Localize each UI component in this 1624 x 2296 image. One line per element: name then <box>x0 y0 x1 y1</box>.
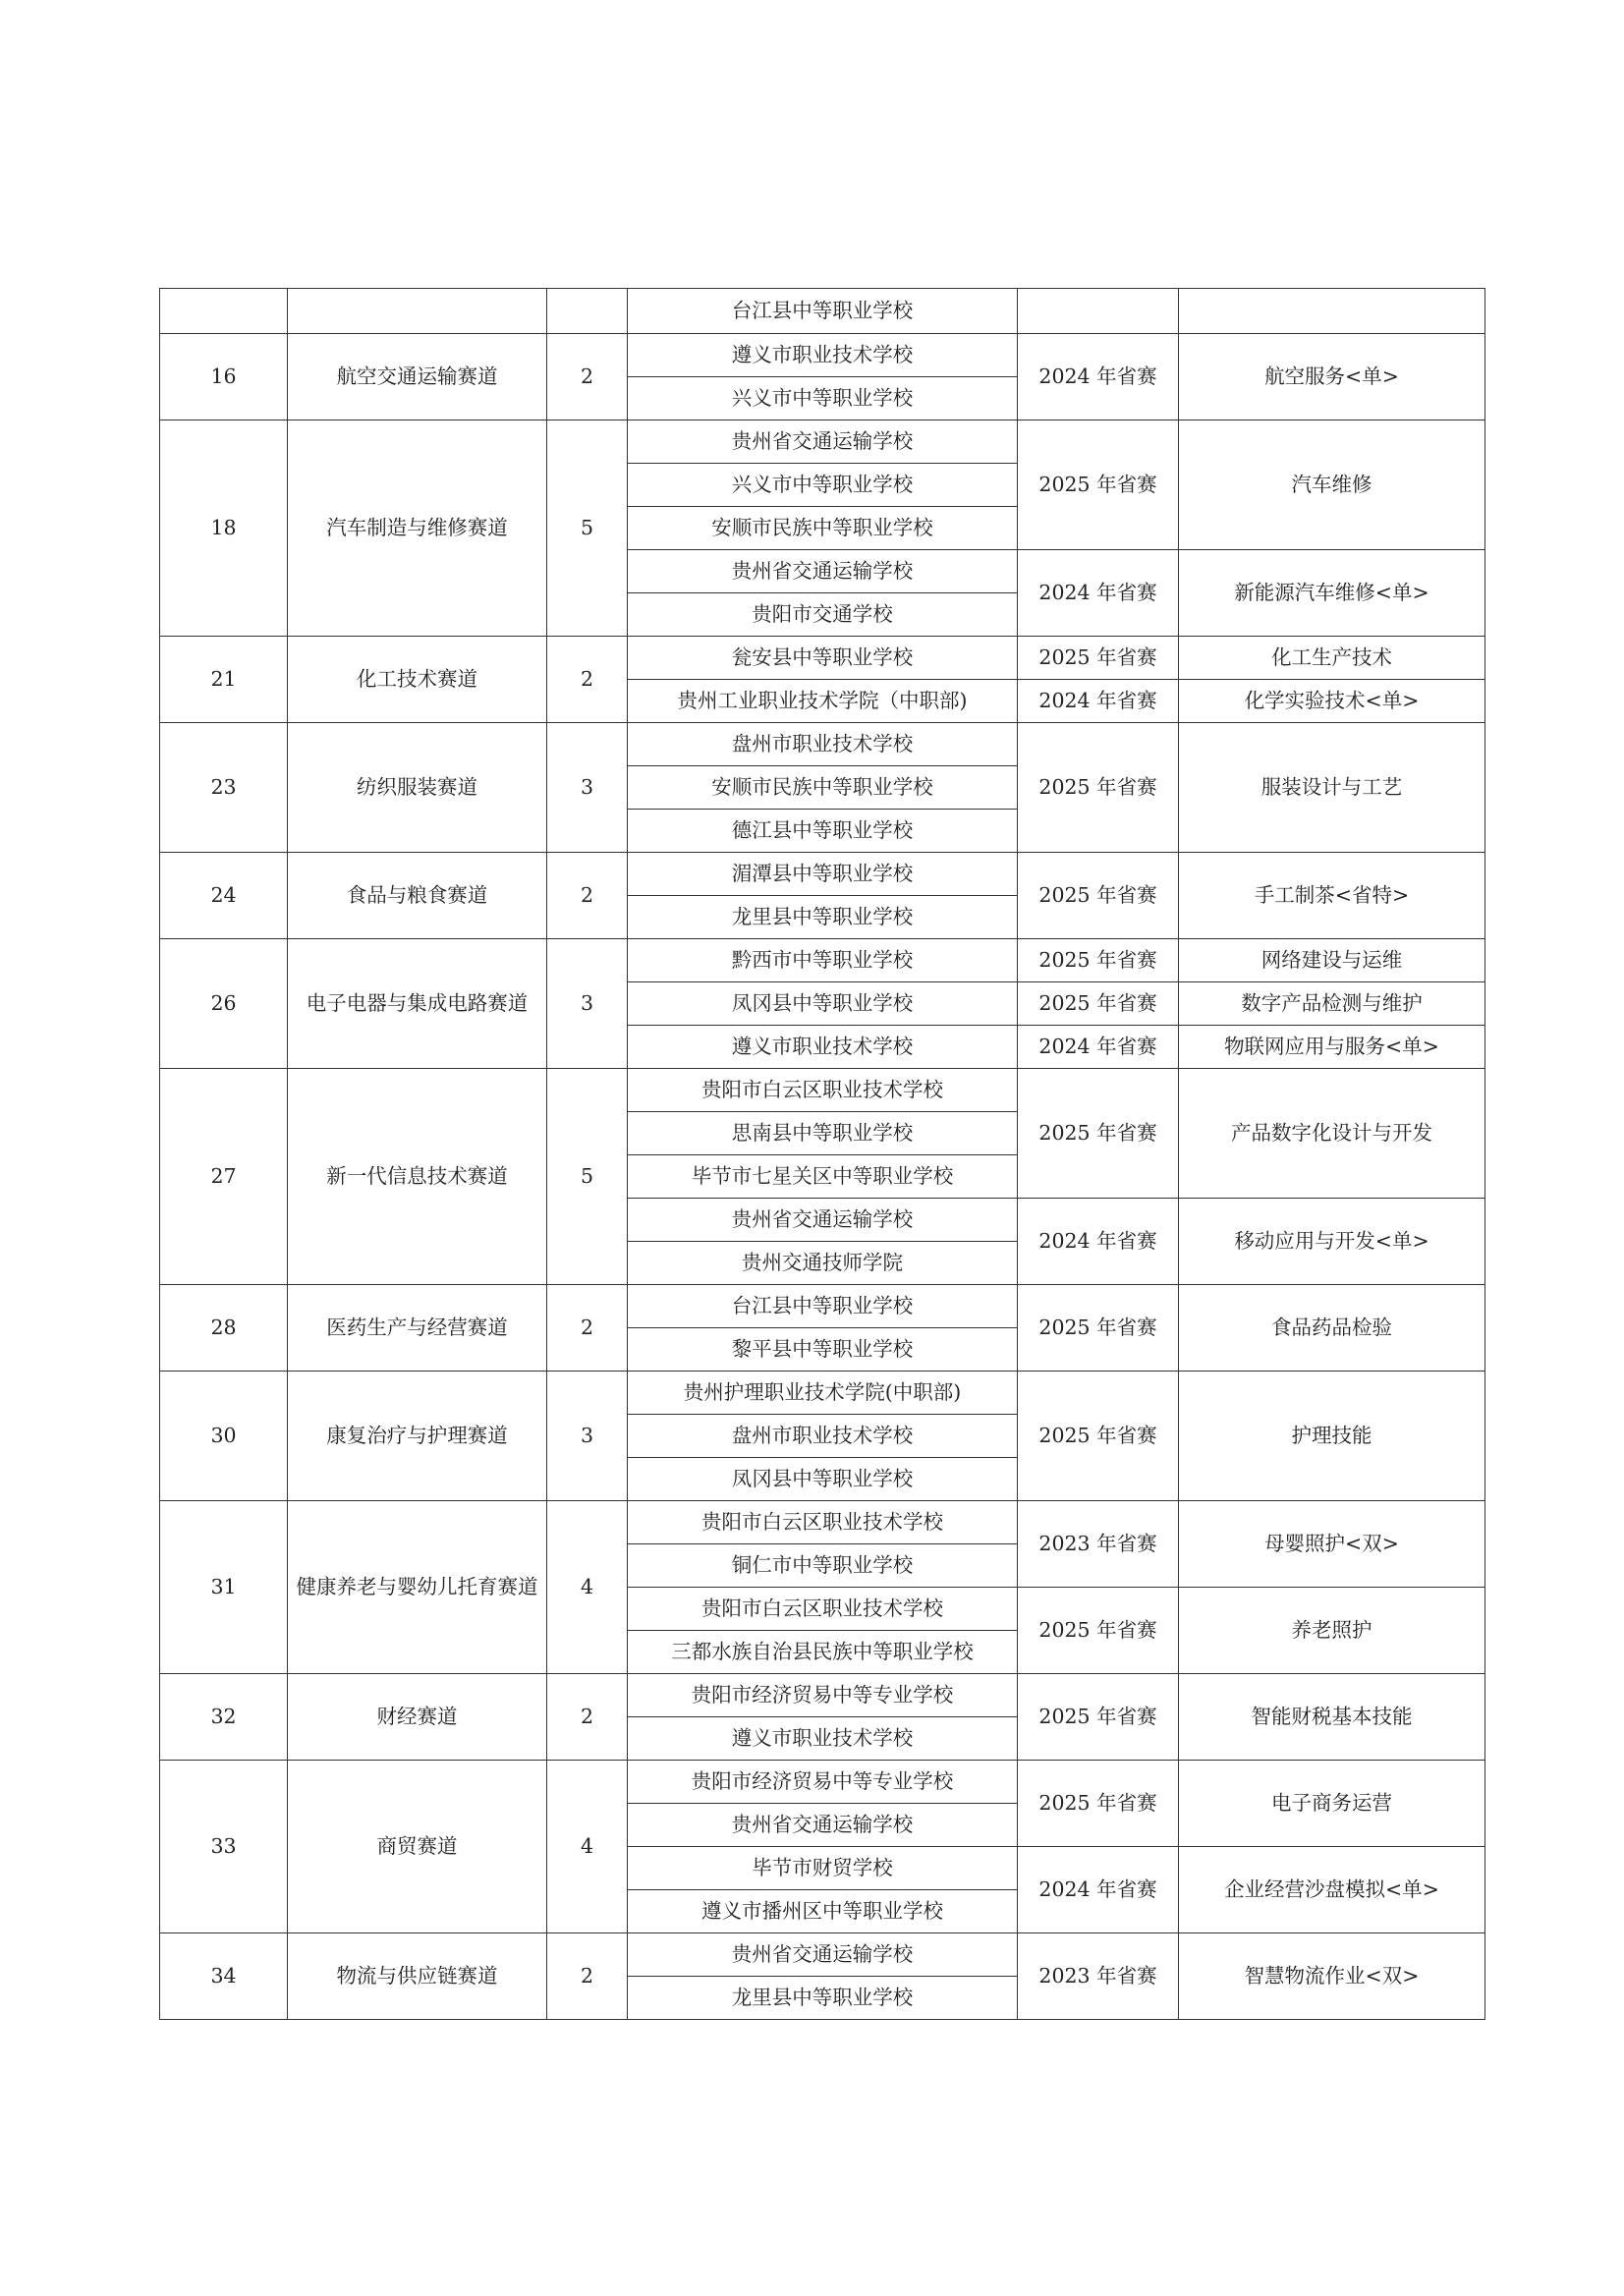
cell-event: 护理技能 <box>1179 1372 1485 1501</box>
cell-no <box>160 289 288 334</box>
cell-school: 贵阳市白云区职业技术学校 <box>628 1501 1018 1544</box>
cell-year: 2025 年省赛 <box>1018 420 1179 550</box>
cell-no: 27 <box>160 1069 288 1285</box>
cell-no: 34 <box>160 1933 288 2020</box>
cell-school: 思南县中等职业学校 <box>628 1112 1018 1155</box>
cell-track <box>288 289 547 334</box>
cell-event: 产品数字化设计与开发 <box>1179 1069 1485 1199</box>
cell-school: 遵义市职业技术学校 <box>628 1717 1018 1761</box>
cell-school: 遵义市职业技术学校 <box>628 334 1018 377</box>
cell-school: 德江县中等职业学校 <box>628 810 1018 853</box>
cell-count: 2 <box>547 1933 628 2020</box>
cell-year: 2025 年省赛 <box>1018 1588 1179 1674</box>
table-row <box>160 1372 1485 1415</box>
cell-school: 贵州省交通运输学校 <box>628 1199 1018 1242</box>
cell-event: 食品药品检验 <box>1179 1285 1485 1372</box>
cell-year: 2025 年省赛 <box>1018 1674 1179 1761</box>
table-row <box>160 334 1485 377</box>
cell-year: 2024 年省赛 <box>1018 334 1179 420</box>
cell-school: 盘州市职业技术学校 <box>628 723 1018 766</box>
table-row <box>160 1761 1485 1804</box>
table-row <box>160 289 1485 334</box>
cell-year: 2024 年省赛 <box>1018 680 1179 723</box>
cell-year: 2025 年省赛 <box>1018 1761 1179 1847</box>
cell-year: 2025 年省赛 <box>1018 1069 1179 1199</box>
cell-no: 32 <box>160 1674 288 1761</box>
cell-year: 2025 年省赛 <box>1018 1372 1179 1501</box>
school-competition-table <box>159 288 1485 2020</box>
cell-track: 商贸赛道 <box>288 1761 547 1933</box>
cell-year: 2024 年省赛 <box>1018 1847 1179 1933</box>
table-row <box>160 1501 1485 1544</box>
cell-school: 台江县中等职业学校 <box>628 1285 1018 1328</box>
cell-event: 物联网应用与服务<单> <box>1179 1026 1485 1069</box>
cell-school: 瓮安县中等职业学校 <box>628 637 1018 680</box>
cell-event: 数字产品检测与维护 <box>1179 982 1485 1026</box>
cell-event: 智能财税基本技能 <box>1179 1674 1485 1761</box>
cell-track: 化工技术赛道 <box>288 637 547 723</box>
cell-count: 3 <box>547 939 628 1069</box>
cell-count: 2 <box>547 1674 628 1761</box>
cell-school: 贵州护理职业技术学院(中职部) <box>628 1372 1018 1415</box>
cell-school: 贵州交通技师学院 <box>628 1242 1018 1285</box>
cell-track: 食品与粮食赛道 <box>288 853 547 939</box>
cell-track: 汽车制造与维修赛道 <box>288 420 547 637</box>
cell-event: 航空服务<单> <box>1179 334 1485 420</box>
cell-school: 龙里县中等职业学校 <box>628 896 1018 939</box>
cell-count: 3 <box>547 1372 628 1501</box>
cell-no: 24 <box>160 853 288 939</box>
table-body <box>160 289 1485 2020</box>
cell-school: 贵阳市经济贸易中等专业学校 <box>628 1674 1018 1717</box>
cell-year: 2025 年省赛 <box>1018 1285 1179 1372</box>
cell-no: 18 <box>160 420 288 637</box>
table-row <box>160 723 1485 766</box>
cell-school: 贵阳市白云区职业技术学校 <box>628 1069 1018 1112</box>
cell-count: 2 <box>547 637 628 723</box>
table-row <box>160 1933 1485 1977</box>
cell-track: 康复治疗与护理赛道 <box>288 1372 547 1501</box>
cell-year: 2023 年省赛 <box>1018 1501 1179 1588</box>
cell-no: 26 <box>160 939 288 1069</box>
cell-no: 33 <box>160 1761 288 1933</box>
cell-event: 化学实验技术<单> <box>1179 680 1485 723</box>
cell-no: 31 <box>160 1501 288 1674</box>
cell-event: 电子商务运营 <box>1179 1761 1485 1847</box>
cell-year: 2025 年省赛 <box>1018 637 1179 680</box>
cell-school: 贵阳市白云区职业技术学校 <box>628 1588 1018 1631</box>
cell-track: 健康养老与婴幼儿托育赛道 <box>288 1501 547 1674</box>
cell-school: 凤冈县中等职业学校 <box>628 1458 1018 1501</box>
cell-year: 2023 年省赛 <box>1018 1933 1179 2020</box>
cell-school: 贵州省交通运输学校 <box>628 420 1018 464</box>
cell-event <box>1179 289 1485 334</box>
cell-school: 贵阳市经济贸易中等专业学校 <box>628 1761 1018 1804</box>
cell-school: 贵州工业职业技术学院（中职部) <box>628 680 1018 723</box>
table-row <box>160 1674 1485 1717</box>
cell-count: 3 <box>547 723 628 853</box>
cell-no: 16 <box>160 334 288 420</box>
cell-track: 医药生产与经营赛道 <box>288 1285 547 1372</box>
cell-event: 服装设计与工艺 <box>1179 723 1485 853</box>
cell-year: 2025 年省赛 <box>1018 939 1179 982</box>
cell-school: 龙里县中等职业学校 <box>628 1977 1018 2020</box>
cell-no: 28 <box>160 1285 288 1372</box>
cell-year <box>1018 289 1179 334</box>
table-row <box>160 939 1485 982</box>
table-row <box>160 637 1485 680</box>
cell-event: 企业经营沙盘模拟<单> <box>1179 1847 1485 1933</box>
cell-year: 2024 年省赛 <box>1018 1199 1179 1285</box>
cell-school: 贵州省交通运输学校 <box>628 550 1018 593</box>
cell-school: 遵义市播州区中等职业学校 <box>628 1890 1018 1933</box>
cell-count: 4 <box>547 1761 628 1933</box>
cell-school: 安顺市民族中等职业学校 <box>628 507 1018 550</box>
cell-school: 黎平县中等职业学校 <box>628 1328 1018 1372</box>
cell-event: 新能源汽车维修<单> <box>1179 550 1485 637</box>
cell-count: 2 <box>547 1285 628 1372</box>
cell-event: 手工制茶<省特> <box>1179 853 1485 939</box>
cell-track: 新一代信息技术赛道 <box>288 1069 547 1285</box>
cell-school: 兴义市中等职业学校 <box>628 377 1018 420</box>
cell-school: 台江县中等职业学校 <box>628 289 1018 334</box>
cell-school: 兴义市中等职业学校 <box>628 464 1018 507</box>
cell-school: 铜仁市中等职业学校 <box>628 1544 1018 1588</box>
cell-event: 母婴照护<双> <box>1179 1501 1485 1588</box>
cell-school: 三都水族自治县民族中等职业学校 <box>628 1631 1018 1674</box>
cell-track: 财经赛道 <box>288 1674 547 1761</box>
cell-year: 2024 年省赛 <box>1018 1026 1179 1069</box>
cell-school: 贵州省交通运输学校 <box>628 1804 1018 1847</box>
cell-school: 凤冈县中等职业学校 <box>628 982 1018 1026</box>
cell-year: 2024 年省赛 <box>1018 550 1179 637</box>
cell-event: 网络建设与运维 <box>1179 939 1485 982</box>
table-row <box>160 1285 1485 1328</box>
cell-track: 航空交通运输赛道 <box>288 334 547 420</box>
cell-year: 2025 年省赛 <box>1018 723 1179 853</box>
cell-school: 毕节市七星关区中等职业学校 <box>628 1155 1018 1199</box>
cell-year: 2025 年省赛 <box>1018 853 1179 939</box>
cell-event: 汽车维修 <box>1179 420 1485 550</box>
cell-no: 30 <box>160 1372 288 1501</box>
cell-school: 毕节市财贸学校 <box>628 1847 1018 1890</box>
cell-count: 5 <box>547 420 628 637</box>
cell-school: 贵阳市交通学校 <box>628 593 1018 637</box>
cell-count: 2 <box>547 853 628 939</box>
cell-event: 移动应用与开发<单> <box>1179 1199 1485 1285</box>
table-row <box>160 853 1485 896</box>
table-row <box>160 1069 1485 1112</box>
cell-count: 2 <box>547 334 628 420</box>
cell-no: 21 <box>160 637 288 723</box>
table-row <box>160 420 1485 464</box>
cell-school: 贵州省交通运输学校 <box>628 1933 1018 1977</box>
cell-track: 纺织服装赛道 <box>288 723 547 853</box>
cell-school: 黔西市中等职业学校 <box>628 939 1018 982</box>
cell-track: 电子电器与集成电路赛道 <box>288 939 547 1069</box>
cell-track: 物流与供应链赛道 <box>288 1933 547 2020</box>
cell-school: 遵义市职业技术学校 <box>628 1026 1018 1069</box>
cell-school: 湄潭县中等职业学校 <box>628 853 1018 896</box>
cell-school: 安顺市民族中等职业学校 <box>628 766 1018 810</box>
cell-year: 2025 年省赛 <box>1018 982 1179 1026</box>
cell-count: 5 <box>547 1069 628 1285</box>
cell-event: 养老照护 <box>1179 1588 1485 1674</box>
cell-count <box>547 289 628 334</box>
cell-event: 智慧物流作业<双> <box>1179 1933 1485 2020</box>
cell-event: 化工生产技术 <box>1179 637 1485 680</box>
cell-no: 23 <box>160 723 288 853</box>
cell-school: 盘州市职业技术学校 <box>628 1415 1018 1458</box>
cell-count: 4 <box>547 1501 628 1674</box>
